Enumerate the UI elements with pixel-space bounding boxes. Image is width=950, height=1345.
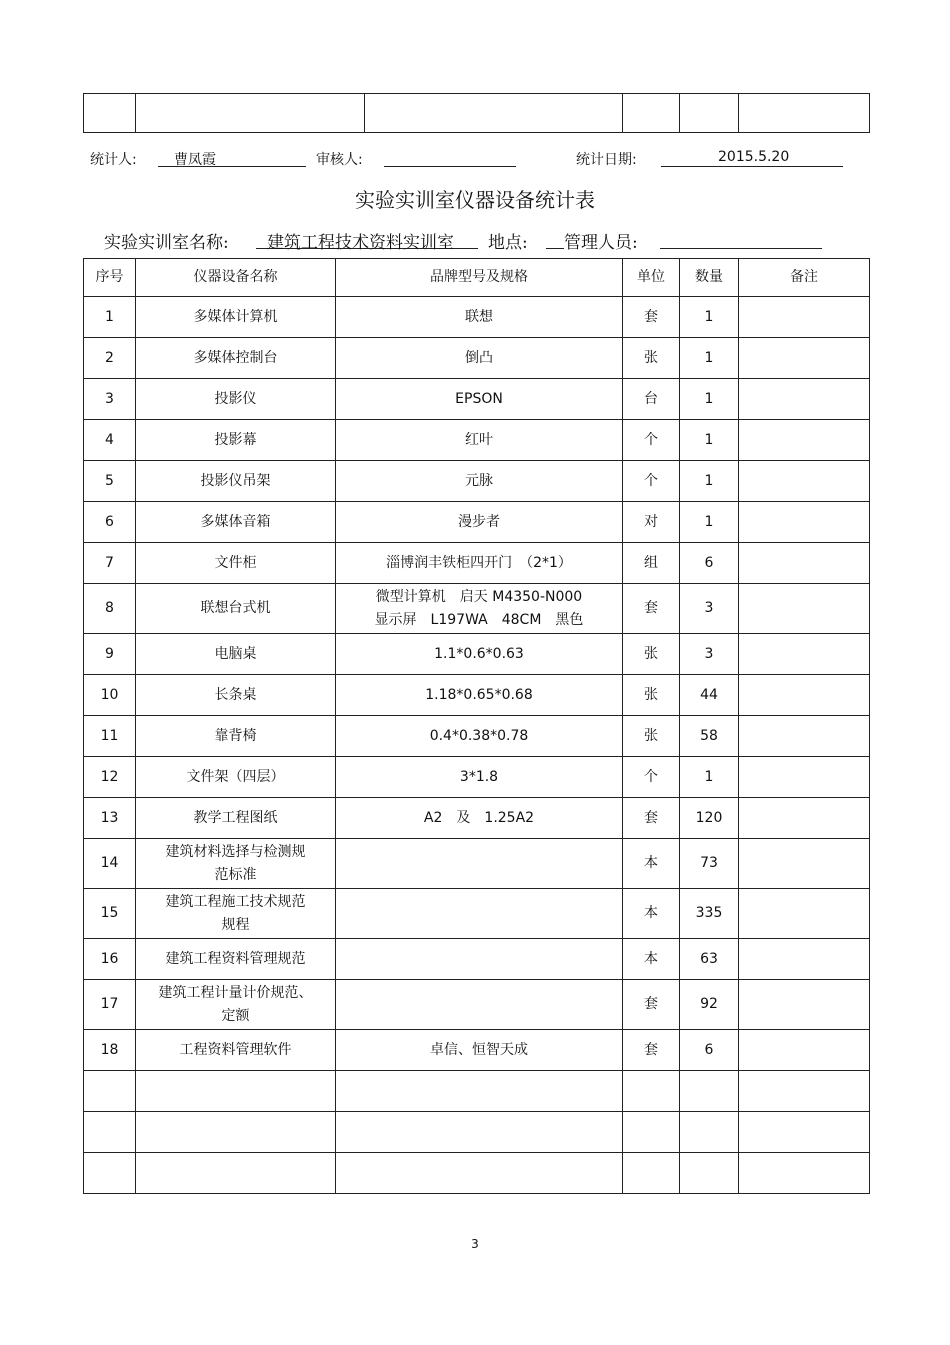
cell-no: 6 [84, 502, 136, 543]
cell-unit [623, 1071, 680, 1112]
cell-spec: 1.18*0.65*0.68 [336, 675, 623, 716]
cell-qty: 6 [680, 543, 739, 584]
cell-unit: 个 [623, 461, 680, 502]
cell-note [739, 757, 870, 798]
cell-qty: 6 [680, 1030, 739, 1071]
cell-no: 13 [84, 798, 136, 839]
cell-unit: 本 [623, 839, 680, 889]
table-row [84, 939, 870, 980]
cell-unit [623, 1112, 680, 1153]
cell-spec: 1.1*0.6*0.63 [336, 634, 623, 675]
cell-spec: A2 及 1.25A2 [336, 798, 623, 839]
cell-note [739, 297, 870, 338]
cell-no: 10 [84, 675, 136, 716]
cell-qty: 73 [680, 839, 739, 889]
cell-note [739, 716, 870, 757]
cell-spec: 漫步者 [336, 502, 623, 543]
stats-person-value: 曹凤霞 [174, 152, 216, 168]
cell-qty: 1 [680, 461, 739, 502]
cell-name: 长条桌 [136, 675, 336, 716]
cell-qty: 58 [680, 716, 739, 757]
cell-unit: 套 [623, 297, 680, 338]
cell-spec: 3*1.8 [336, 757, 623, 798]
cell-spec [336, 939, 623, 980]
manager-underline [660, 248, 822, 249]
cell-spec: EPSON [336, 379, 623, 420]
cell-spec: 红叶 [336, 420, 623, 461]
cell-note [739, 1071, 870, 1112]
stats-date-label: 统计日期: [576, 152, 637, 168]
cell-note [739, 1112, 870, 1153]
cell-name: 投影幕 [136, 420, 336, 461]
cell-note [739, 1030, 870, 1071]
cell-qty: 92 [680, 980, 739, 1030]
cell-qty [680, 1153, 739, 1194]
header-qty: 数量 [680, 259, 739, 297]
table-row [84, 889, 870, 939]
table-row [84, 297, 870, 338]
cell-no [84, 1071, 136, 1112]
table-row [84, 420, 870, 461]
cell-spec-line: 微型计算机 启天 M4350-N000 [375, 588, 583, 605]
cell-name [136, 889, 336, 939]
cell-qty: 3 [680, 584, 739, 634]
cell-name: 电脑桌 [136, 634, 336, 675]
cell-name [136, 1153, 336, 1194]
cell-unit: 组 [623, 543, 680, 584]
cell-no: 14 [84, 839, 136, 889]
table-row [84, 543, 870, 584]
cell-unit: 套 [623, 1030, 680, 1071]
cell-name: 工程资料管理软件 [136, 1030, 336, 1071]
page-title: 实验实训室仪器设备统计表 [355, 188, 595, 212]
cell-note [739, 338, 870, 379]
cell-qty: 1 [680, 379, 739, 420]
table-row [84, 798, 870, 839]
cell-note [739, 379, 870, 420]
cell-spec [336, 980, 623, 1030]
table-row [84, 1112, 870, 1153]
location-underline [546, 248, 564, 249]
cell-qty: 335 [680, 889, 739, 939]
cell-spec: 卓信、恒智天成 [336, 1030, 623, 1071]
page-number: 3 [471, 1237, 479, 1251]
table-row [84, 1153, 870, 1194]
cell-name [136, 980, 336, 1030]
table-row [84, 757, 870, 798]
cell-no [84, 1153, 136, 1194]
cell-spec: 联想 [336, 297, 623, 338]
lab-name-value: 建筑工程技术资料实训室 [267, 233, 454, 253]
cell-name-line: 规程 [221, 916, 250, 933]
cell-spec: 0.4*0.38*0.78 [336, 716, 623, 757]
cell-no: 3 [84, 379, 136, 420]
signature-line [88, 149, 858, 169]
cell-no: 12 [84, 757, 136, 798]
cell-name-line: 建筑材料选择与检测规 [165, 843, 306, 860]
cell-name: 多媒体计算机 [136, 297, 336, 338]
header-no: 序号 [84, 259, 136, 297]
table-body [84, 297, 870, 1194]
table-row [84, 502, 870, 543]
cell-spec [336, 1153, 623, 1194]
stats-date-underline [661, 166, 843, 167]
cell-note [739, 839, 870, 889]
table-header-row [84, 259, 870, 297]
table-cell [365, 94, 623, 133]
table-row [84, 379, 870, 420]
reviewer-underline [384, 166, 516, 167]
header-spec: 品牌型号及规格 [336, 259, 623, 297]
cell-note [739, 939, 870, 980]
table-cell [84, 94, 136, 133]
header-name: 仪器设备名称 [136, 259, 336, 297]
cell-no: 4 [84, 420, 136, 461]
cell-spec: 淄博润丰铁柜四开门 （2*1） [336, 543, 623, 584]
cell-unit: 张 [623, 338, 680, 379]
cell-qty: 3 [680, 634, 739, 675]
lab-info-line [104, 228, 834, 252]
cell-no: 17 [84, 980, 136, 1030]
cell-unit: 套 [623, 798, 680, 839]
cell-unit: 张 [623, 675, 680, 716]
cell-no: 9 [84, 634, 136, 675]
cell-qty: 44 [680, 675, 739, 716]
cell-no: 11 [84, 716, 136, 757]
table-row [84, 461, 870, 502]
cell-unit: 本 [623, 939, 680, 980]
table-row [84, 338, 870, 379]
cell-qty: 1 [680, 757, 739, 798]
cell-unit: 张 [623, 716, 680, 757]
cell-note [739, 543, 870, 584]
cell-no: 7 [84, 543, 136, 584]
cell-name: 文件柜 [136, 543, 336, 584]
table-row [84, 839, 870, 889]
cell-no [84, 1112, 136, 1153]
cell-unit: 台 [623, 379, 680, 420]
table-row [84, 675, 870, 716]
cell-qty: 1 [680, 420, 739, 461]
table-row [84, 716, 870, 757]
cell-unit: 个 [623, 757, 680, 798]
header-note: 备注 [739, 259, 870, 297]
cell-name: 建筑工程资料管理规范 [136, 939, 336, 980]
cell-spec-line: 显示屏 L197WA 48CM 黑色 [374, 611, 584, 628]
cell-unit: 对 [623, 502, 680, 543]
cell-unit: 套 [623, 584, 680, 634]
cell-no: 5 [84, 461, 136, 502]
location-label: 地点: [488, 233, 528, 253]
cell-note [739, 420, 870, 461]
cell-name [136, 1071, 336, 1112]
cell-no: 15 [84, 889, 136, 939]
cell-note [739, 502, 870, 543]
reviewer-label: 审核人: [316, 152, 363, 168]
equipment-table [83, 258, 870, 1194]
cell-spec [336, 889, 623, 939]
cell-spec [336, 584, 623, 634]
lab-name-label: 实验实训室名称: [104, 233, 229, 253]
manager-label: 管理人员: [564, 233, 638, 253]
cell-qty: 1 [680, 338, 739, 379]
header-unit: 单位 [623, 259, 680, 297]
cell-note [739, 634, 870, 675]
cell-spec: 倒凸 [336, 338, 623, 379]
cell-note [739, 889, 870, 939]
cell-note [739, 980, 870, 1030]
cell-no: 18 [84, 1030, 136, 1071]
cell-no: 16 [84, 939, 136, 980]
cell-qty [680, 1112, 739, 1153]
table-cell [680, 94, 739, 133]
cell-name: 靠背椅 [136, 716, 336, 757]
table-row [84, 634, 870, 675]
table-cell [136, 94, 365, 133]
cell-name: 联想台式机 [136, 584, 336, 634]
cell-spec [336, 1071, 623, 1112]
cell-no: 8 [84, 584, 136, 634]
cell-note [739, 675, 870, 716]
cell-qty: 63 [680, 939, 739, 980]
table-row [84, 1071, 870, 1112]
cell-name-line: 建筑工程施工技术规范 [165, 893, 306, 910]
cell-name [136, 1112, 336, 1153]
cell-spec [336, 1112, 623, 1153]
cell-unit [623, 1153, 680, 1194]
cell-unit: 个 [623, 420, 680, 461]
cell-unit: 张 [623, 634, 680, 675]
stats-date-value: 2015.5.20 [718, 149, 790, 165]
cell-qty: 1 [680, 502, 739, 543]
cell-note [739, 461, 870, 502]
cell-spec [336, 839, 623, 889]
cell-spec: 元脉 [336, 461, 623, 502]
cell-qty [680, 1071, 739, 1112]
cell-note [739, 1153, 870, 1194]
cell-name-line: 建筑工程计量计价规范、 [158, 984, 313, 1001]
cell-note [739, 584, 870, 634]
cell-name: 投影仪 [136, 379, 336, 420]
cell-name [136, 839, 336, 889]
cell-no: 2 [84, 338, 136, 379]
cell-name: 文件架（四层） [136, 757, 336, 798]
cell-name: 教学工程图纸 [136, 798, 336, 839]
cell-name: 多媒体控制台 [136, 338, 336, 379]
table-row [84, 584, 870, 634]
table-row [84, 1030, 870, 1071]
cell-qty: 120 [680, 798, 739, 839]
table-cell [739, 94, 870, 133]
cell-qty: 1 [680, 297, 739, 338]
cell-name: 多媒体音箱 [136, 502, 336, 543]
cell-note [739, 798, 870, 839]
table-cell [623, 94, 680, 133]
table-row [84, 94, 870, 133]
cell-name: 投影仪吊架 [136, 461, 336, 502]
previous-table-fragment [83, 93, 870, 133]
cell-unit: 本 [623, 889, 680, 939]
cell-unit: 套 [623, 980, 680, 1030]
cell-name-line: 范标准 [214, 866, 257, 883]
cell-name-line: 定额 [221, 1007, 250, 1024]
cell-no: 1 [84, 297, 136, 338]
table-row [84, 980, 870, 1030]
stats-person-label: 统计人: [90, 152, 137, 168]
